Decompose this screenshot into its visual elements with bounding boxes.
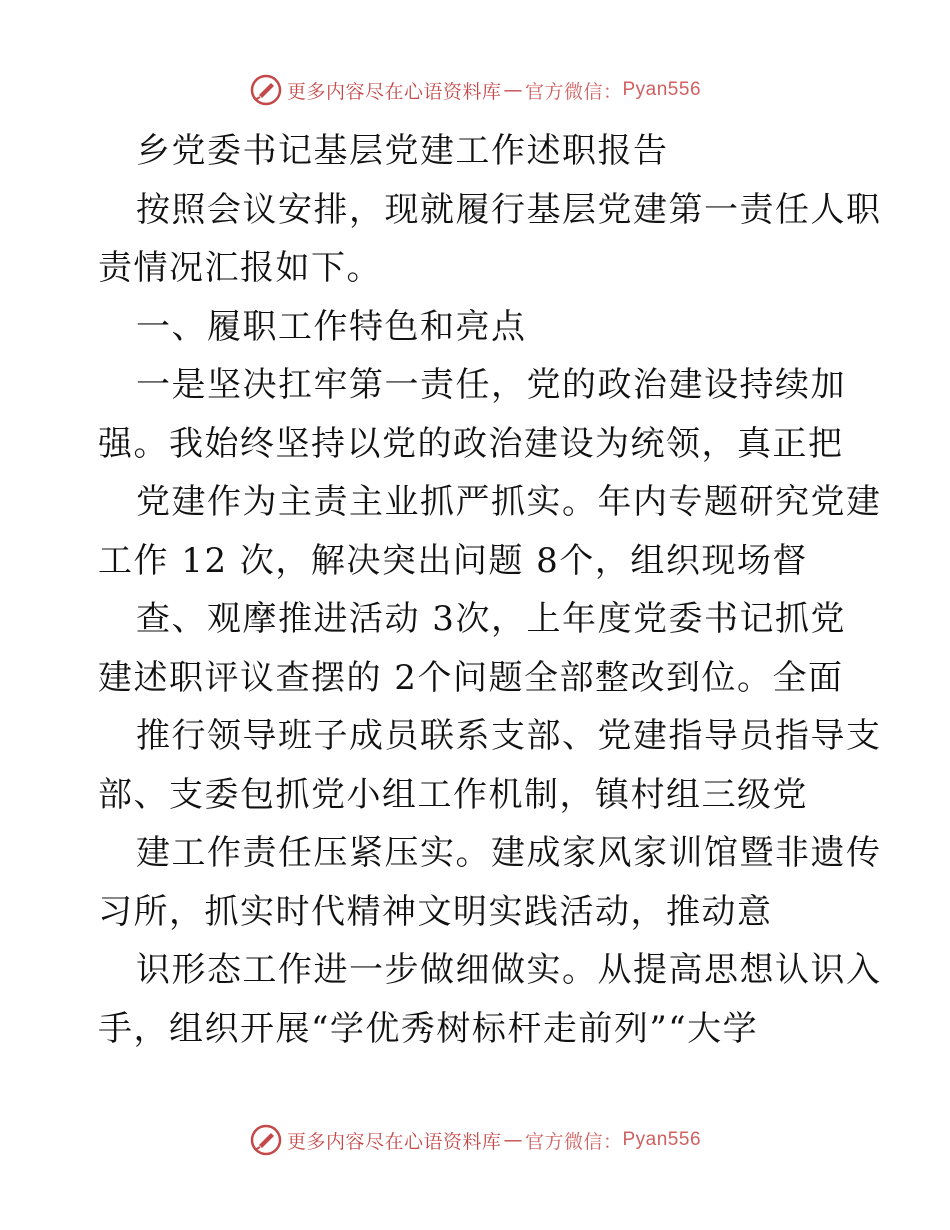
text-line: 一是坚决扛牢第一责任，党的政治建设持续加 — [136, 365, 846, 405]
watermark-wechat-label: 官方微信： — [524, 80, 623, 103]
text-line: 强。我始终坚持以党的政治建设为统领，真正把 — [98, 423, 844, 464]
watermark-main-text: 更多内容尽在心语资料库 — [286, 1130, 502, 1153]
brand-logo-icon — [249, 73, 283, 107]
text-line: 部、支委包抓党小组工作机制，镇村组三级党 — [98, 774, 808, 815]
document-title: 乡党委书记基层党建工作述职报告 — [136, 131, 669, 171]
text-line: 按照会议安排，现就履行基层党建第一责任人职 — [136, 189, 882, 230]
watermark-main-text: 更多内容尽在心语资料库 — [286, 80, 502, 103]
watermark-wechat-id: Pyan556 — [622, 1129, 702, 1150]
text-line: 推行领导班子成员联系支部、党建指导员指导支 — [136, 716, 882, 756]
text-line: 手，组织开展“学优秀树标杆走前列”“大学 — [98, 1008, 759, 1049]
document-body — [98, 122, 882, 1058]
footer-watermark — [0, 1120, 950, 1160]
section-heading: 一、履职工作特色和亮点 — [136, 306, 527, 347]
brand-logo-icon — [249, 1123, 283, 1157]
watermark-separator: — — [503, 79, 523, 101]
text-line: 工作 12 次，解决突出问题 8个，组织现场督 — [98, 540, 808, 581]
header-watermark — [0, 70, 950, 110]
text-line: 识形态工作进一步做细做实。从提高思想认识入 — [136, 950, 882, 990]
text-line: 建述职评议查摆的 2个问题全部整改到位。全面 — [98, 657, 844, 698]
text-line: 党建作为主责主业抓严抓实。年内专题研究党建 — [136, 482, 882, 522]
watermark-wechat-label: 官方微信： — [524, 1130, 623, 1153]
watermark-separator: — — [503, 1129, 523, 1151]
text-line: 建工作责任压紧压实。建成家风家训馆暨非遗传 — [136, 833, 882, 873]
watermark-wechat-id: Pyan556 — [622, 79, 702, 100]
text-line: 责情况汇报如下。 — [98, 248, 382, 288]
text-line: 习所，抓实时代精神文明实践活动，推动意 — [98, 891, 773, 932]
text-line: 查、观摩推进活动 3次，上年度党委书记抓党 — [136, 599, 846, 639]
